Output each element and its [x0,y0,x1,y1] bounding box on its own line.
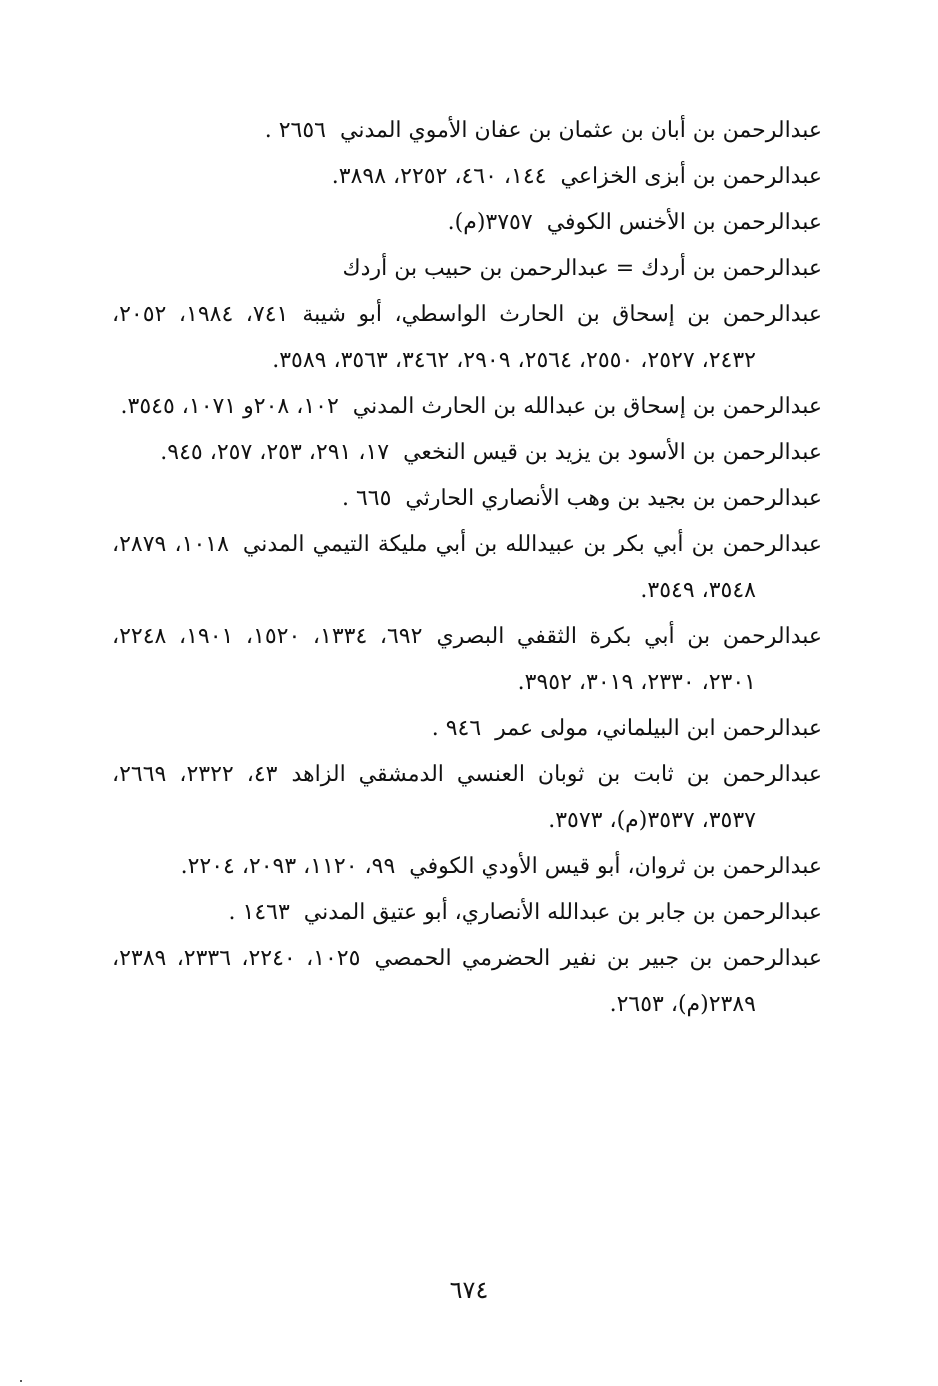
index-entry [112,154,822,200]
index-entry [112,430,822,476]
entry-refs: ٤٣، ٢٣٢٢، ٢٦٦٩، ٣٥٣٧، ٣٥٣٧(م)، ٣٥٧٣. [112,762,756,833]
entry-refs: ١٠١٨، ٢٨٧٩، ٣٥٤٨، ٣٥٤٩. [112,532,756,603]
index-entry [112,752,822,844]
entry-refs: ٦٩٢، ١٣٣٤، ١٥٢٠، ١٩٠١، ٢٢٤٨، ٢٣٠١، ٢٣٣٠، ٣٠١٩، ٣٩٥٢. [112,624,756,695]
entry-name: عبدالرحمن بن الأسود بن يزيد بن قيس النخعي [403,440,822,465]
page-number: ٦٧٤ [449,1276,489,1304]
entry-name: عبدالرحمن بن إسحاق بن عبدالله بن الحارث المدني [352,394,822,419]
index-entry [112,292,822,384]
entry-refs: ١٤٤، ٤٦٠، ٢٢٥٢، ٣٨٩٨. [331,164,547,189]
entry-name: عبدالرحمن بن أبان بن عثمان بن عفان الأموي المدني [339,118,822,143]
entry-name: عبدالرحمن بن أبزى الخزاعي [560,164,822,189]
index-entry [112,246,822,292]
index-entry [112,108,822,154]
index-entry [112,706,822,752]
entry-name: عبدالرحمن بن الأخنس الكوفي [546,210,822,235]
index-entry [112,890,822,936]
entry-refs: ٢٦٥٦ . [264,118,326,143]
index-entries [112,108,822,1028]
entry-name: عبدالرحمن بن أبي بكرة الثقفي البصري [436,624,823,649]
entry-name: عبدالرحمن بن ثابت بن ثوبان العنسي الدمشقي الزاهد [291,762,822,787]
index-entry [112,936,822,1028]
index-entry [112,522,822,614]
entry-name: عبدالرحمن بن بجيد بن وهب الأنصاري الحارثي [405,486,822,511]
entry-refs: ١٠٢، ٢٠٨و ١٠٧١، ٣٥٤٥. [120,394,339,419]
entry-refs: ١٠٢٥، ٢٢٤٠، ٢٣٣٦، ٢٣٨٩، ٢٣٨٩(م)، ٢٦٥٣. [112,946,756,1017]
entry-name: عبدالرحمن بن أبي بكر بن عبيدالله بن أبي مليكة التيمي المدني [242,532,822,557]
entry-name: عبدالرحمن بن جابر بن عبدالله الأنصاري، أبو عتيق المدني [303,900,822,925]
entry-name: عبدالرحمن بن أردك = عبدالرحمن بن حبيب بن أردك [342,256,822,281]
entry-refs: ٩٤٦ . [431,716,482,741]
entry-name: عبدالرحمن ابن البيلماني، مولى عمر [495,716,822,741]
entry-refs: ٧٤١، ١٩٨٤، ٢٠٥٢، ٢٤٣٢، ٢٥٢٧، ٢٥٥٠، ٢٥٦٤، ٢٩٠٩، ٣٤٦٢، ٣٥٦٣، ٣٥٨٩. [112,302,756,373]
index-entry [112,614,822,706]
entry-refs: ١٤٦٣ . [228,900,290,925]
entry-name: عبدالرحمن بن إسحاق بن الحارث الواسطي، أبو شيبة [302,302,823,327]
entry-refs: ٣٧٥٧(م). [447,210,533,235]
scan-speck [20,1380,22,1382]
entry-refs: ٦٦٥ . [341,486,392,511]
index-entry [112,384,822,430]
index-entry [112,476,822,522]
entry-refs: ٩٩، ١١٢٠، ٢٠٩٣، ٢٢٠٤. [180,854,396,879]
index-entry [112,844,822,890]
entry-refs: ١٧، ٢٩١، ٢٥٣، ٢٥٧، ٩٤٥. [160,440,390,465]
index-entry [112,200,822,246]
entry-name: عبدالرحمن بن جبير بن نفير الحضرمي الحمصي [374,946,822,971]
entry-name: عبدالرحمن بن ثروان، أبو قيس الأودي الكوفي [409,854,822,879]
